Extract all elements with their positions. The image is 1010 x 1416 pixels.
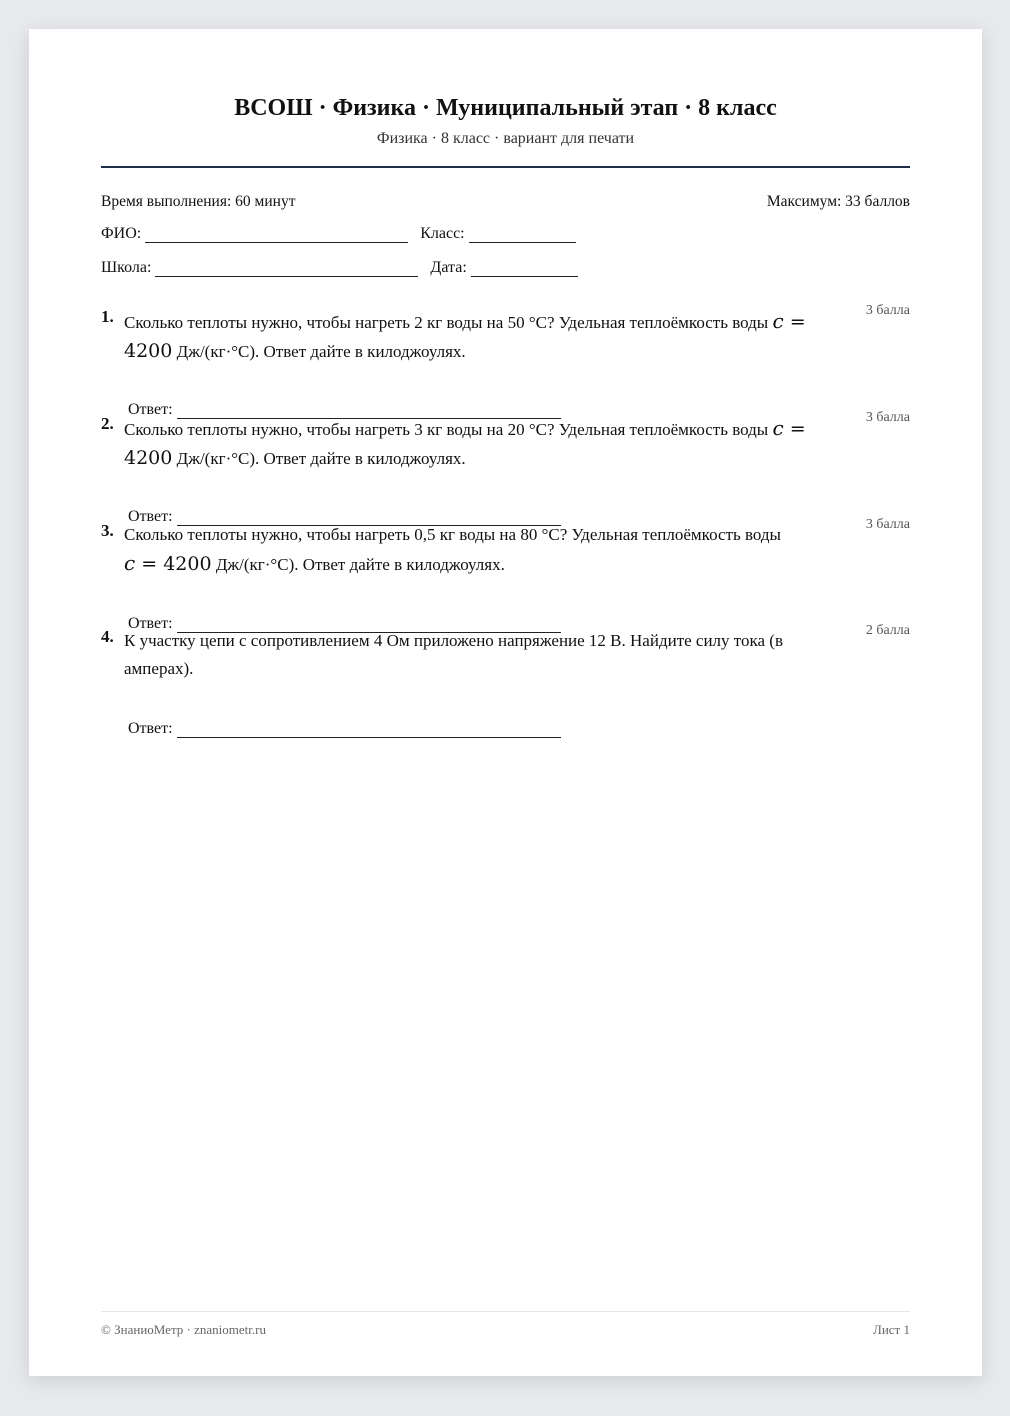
answer-field[interactable] <box>177 723 561 738</box>
math-var-c: c <box>772 309 784 333</box>
header-divider <box>101 166 910 168</box>
task-text <box>124 627 846 683</box>
math-eq: = <box>135 553 164 575</box>
footer-divider <box>101 1311 910 1312</box>
task-text-line1: Сколько теплоты нужно, чтобы нагреть 2 кг воды на 50 °C? Удельная теплоёмкость воды <box>124 313 773 332</box>
math-number: 4200 <box>163 553 212 575</box>
math-var-c: c <box>772 416 784 440</box>
page-title: ВСОШ · Физика · Муниципальный этап · 8 класс <box>234 95 777 121</box>
footer-copyright: © ЗнаниоМетр · znaniometr.ru <box>101 1322 266 1337</box>
answer-label: Ответ: <box>128 508 173 525</box>
max-score: Максимум: 33 баллов <box>766 193 910 210</box>
task-points: 3 балла <box>865 303 910 318</box>
task-number: 1. <box>101 307 114 326</box>
task-points: 2 балла <box>865 623 910 638</box>
task-number: 2. <box>101 414 114 433</box>
page-content <box>101 29 910 1376</box>
fio-class-row <box>101 225 576 243</box>
math-number: 4200 <box>124 340 173 362</box>
task-text-line1: Сколько теплоты нужно, чтобы нагреть 3 кг воды на 20 °C? Удельная теплоёмкость воды <box>124 420 773 439</box>
footer-sheet-number: Лист 1 <box>873 1322 910 1337</box>
task-text <box>124 414 846 473</box>
meta-row <box>101 193 910 211</box>
task-text-line2: амперах). <box>124 659 194 678</box>
math-eq: = <box>783 418 806 440</box>
task-text-line1: К участку цепи с сопротивлением 4 Ом приложено напряжение 12 В. Найдите силу тока (в <box>124 631 783 650</box>
class-label: Класс: <box>420 225 465 242</box>
math-number: 4200 <box>124 447 173 469</box>
answer-label: Ответ: <box>128 615 173 632</box>
math-var-c: c <box>124 551 136 575</box>
school-label: Школа: <box>101 259 152 276</box>
task-text-line1: Сколько теплоты нужно, чтобы нагреть 0,5 кг воды на 80 °C? Удельная теплоёмкость воды <box>124 525 781 544</box>
task-text-line2: Дж/(кг·°C). Ответ дайте в килоджоулях. <box>172 449 466 468</box>
answer-label: Ответ: <box>128 401 173 418</box>
task-text-line2: Дж/(кг·°C). Ответ дайте в килоджоулях. <box>211 555 505 574</box>
fio-field[interactable] <box>145 228 408 243</box>
school-date-row <box>101 259 578 277</box>
answer-label: Ответ: <box>128 720 173 737</box>
task-points: 3 балла <box>865 517 910 532</box>
class-field[interactable] <box>469 228 576 243</box>
time-limit: Время выполнения: 60 минут <box>101 193 296 210</box>
page-subtitle: Физика · 8 класс · вариант для печати <box>376 130 635 147</box>
task-text <box>124 307 846 366</box>
answer-row <box>128 720 561 738</box>
task-number: 3. <box>101 521 114 540</box>
task-text-line2: Дж/(кг·°C). Ответ дайте в килоджоулях. <box>172 342 466 361</box>
task-number: 4. <box>101 627 114 646</box>
task-text <box>124 521 846 579</box>
date-label: Дата: <box>430 259 467 276</box>
date-field[interactable] <box>471 262 578 277</box>
math-eq: = <box>783 311 806 333</box>
page-sheet <box>29 29 982 1376</box>
task-points: 3 балла <box>865 410 910 425</box>
school-field[interactable] <box>155 262 418 277</box>
fio-label: ФИО: <box>101 225 142 242</box>
footer <box>101 1322 910 1338</box>
